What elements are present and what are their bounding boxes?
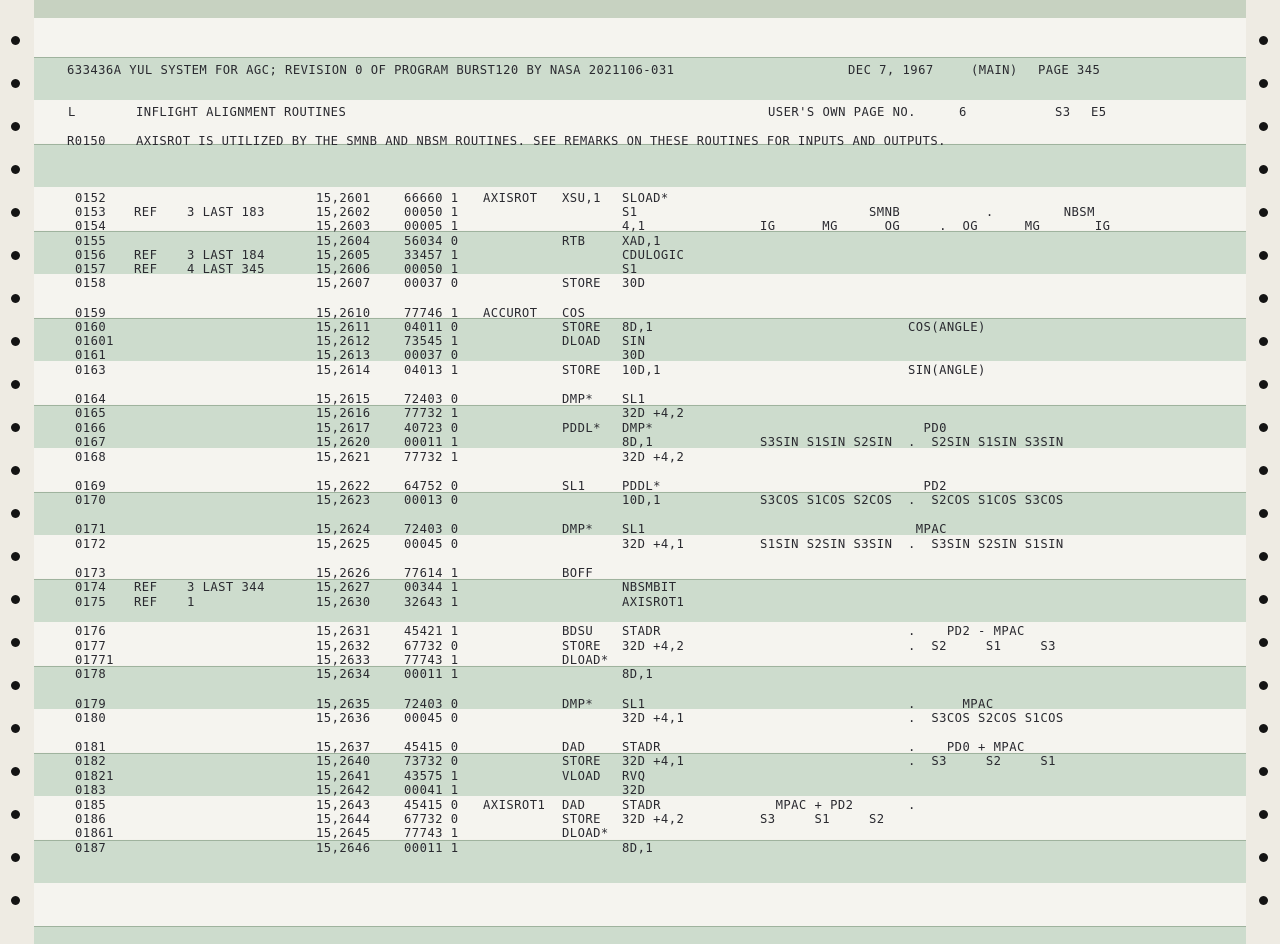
remark-id: R0150	[67, 134, 106, 148]
row-operand: SL1	[622, 522, 646, 536]
row-addr: 15,2634	[316, 667, 371, 681]
user-page-label: USER'S OWN PAGE NO.	[768, 105, 916, 119]
row-addr: 15,2632	[316, 639, 371, 653]
row-operand: 32D +4,1	[622, 711, 685, 725]
row-operand: PDDL*	[622, 479, 661, 493]
feed-hole	[11, 509, 20, 518]
row-label: ACCUROT	[483, 306, 538, 320]
row-addr: 15,2620	[316, 435, 371, 449]
paper-top-band	[34, 0, 1246, 18]
feed-hole	[1259, 36, 1268, 45]
row-operand: 32D +4,1	[622, 537, 685, 551]
row-op: XSU,1	[562, 191, 601, 205]
row-word: 00041 1	[404, 783, 459, 797]
row-operand: 8D,1	[622, 841, 654, 855]
row-comment: IG MG OG . OG MG IG	[760, 219, 1111, 233]
row-addr: 15,2646	[316, 841, 371, 855]
paper-band	[34, 144, 1246, 189]
row-word: 73545 1	[404, 334, 459, 348]
row-word: 67732 0	[404, 639, 459, 653]
row-addr: 15,2637	[316, 740, 371, 754]
paper-band	[34, 18, 1246, 61]
row-op: VLOAD	[562, 769, 601, 783]
row-addr: 15,2645	[316, 826, 371, 840]
row-word: 77743 1	[404, 653, 459, 667]
header-flag: L	[68, 105, 76, 119]
row-word: 00013 0	[404, 493, 459, 507]
row-op: STORE	[562, 639, 601, 653]
row-ref: REF	[134, 595, 158, 609]
row-addr: 15,2623	[316, 493, 371, 507]
row-word: 40723 0	[404, 421, 459, 435]
row-word: 64752 0	[404, 479, 459, 493]
row-seq: 01861	[75, 826, 114, 840]
row-addr: 15,2633	[316, 653, 371, 667]
feed-hole	[11, 552, 20, 561]
row-seq: 0154	[75, 219, 107, 233]
row-operand: 32D +4,1	[622, 754, 685, 768]
page-title: INFLIGHT ALIGNMENT ROUTINES	[136, 105, 347, 119]
row-operand: STADR	[622, 798, 661, 812]
row-addr: 15,2642	[316, 783, 371, 797]
row-operand: 32D	[622, 783, 646, 797]
row-seq: 0165	[75, 406, 107, 420]
row-word: 73732 0	[404, 754, 459, 768]
feed-hole	[1259, 681, 1268, 690]
row-operand: S1	[622, 205, 638, 219]
row-word: 00050 1	[404, 262, 459, 276]
row-addr: 15,2613	[316, 348, 371, 362]
row-addr: 15,2635	[316, 697, 371, 711]
feed-hole	[11, 208, 20, 217]
row-comment: S3SIN S1SIN S2SIN . S2SIN S1SIN S3SIN	[760, 435, 1064, 449]
feed-hole	[11, 165, 20, 174]
row-word: 45415 0	[404, 798, 459, 812]
row-seq: 0170	[75, 493, 107, 507]
row-rc: 1	[187, 595, 195, 609]
row-seq: 01821	[75, 769, 114, 783]
row-word: 72403 0	[404, 697, 459, 711]
row-addr: 15,2615	[316, 392, 371, 406]
row-seq: 0152	[75, 191, 107, 205]
row-comment: . S2 S1 S3	[760, 639, 1056, 653]
feed-hole	[11, 595, 20, 604]
feed-hole	[1259, 251, 1268, 260]
row-seq: 0173	[75, 566, 107, 580]
row-operand: 30D	[622, 348, 646, 362]
feed-hole	[1259, 337, 1268, 346]
row-ref: REF	[134, 580, 158, 594]
row-addr: 15,2602	[316, 205, 371, 219]
row-word: 77614 1	[404, 566, 459, 580]
feed-hole	[1259, 896, 1268, 905]
row-operand: AXISROT1	[622, 595, 685, 609]
paper-band	[34, 926, 1246, 944]
row-op: BOFF	[562, 566, 594, 580]
row-word: 00011 1	[404, 435, 459, 449]
row-operand: 32D +4,2	[622, 450, 685, 464]
row-label: AXISROT	[483, 191, 538, 205]
row-seq: 0166	[75, 421, 107, 435]
right-tractor-strip	[1246, 0, 1280, 944]
remark-text: AXISROT IS UTILIZED BY THE SMNB AND NBSM ROUTINES. SEE REMARKS ON THESE ROUTINES FOR INPUTS AND OUTPUTS.	[136, 134, 946, 148]
row-addr: 15,2612	[316, 334, 371, 348]
row-word: 77746 1	[404, 306, 459, 320]
row-operand: STADR	[622, 624, 661, 638]
row-word: 77732 1	[404, 450, 459, 464]
feed-hole	[1259, 853, 1268, 862]
row-operand: 8D,1	[622, 667, 654, 681]
feed-hole	[1259, 638, 1268, 647]
row-addr: 15,2631	[316, 624, 371, 638]
row-seq: 0163	[75, 363, 107, 377]
feed-hole	[11, 423, 20, 432]
row-seq: 0171	[75, 522, 107, 536]
row-operand: 32D +4,2	[622, 639, 685, 653]
feed-hole	[1259, 79, 1268, 88]
row-seq: 0155	[75, 234, 107, 248]
row-seq: 0160	[75, 320, 107, 334]
feed-hole	[1259, 122, 1268, 131]
feed-hole	[11, 122, 20, 131]
row-seq: 0174	[75, 580, 107, 594]
row-seq: 0183	[75, 783, 107, 797]
row-word: 00011 1	[404, 667, 459, 681]
row-seq: 0177	[75, 639, 107, 653]
row-word: 67732 0	[404, 812, 459, 826]
header-page: PAGE 345	[1038, 63, 1101, 77]
row-comment: MPAC + PD2 .	[760, 798, 916, 812]
row-comment: MPAC	[760, 522, 947, 536]
row-addr: 15,2636	[316, 711, 371, 725]
row-word: 72403 0	[404, 522, 459, 536]
feed-hole	[11, 724, 20, 733]
feed-hole	[1259, 423, 1268, 432]
feed-hole	[11, 810, 20, 819]
row-operand: XAD,1	[622, 234, 661, 248]
row-operand: CDULOGIC	[622, 248, 685, 262]
row-ref: REF	[134, 248, 158, 262]
row-addr: 15,2641	[316, 769, 371, 783]
row-addr: 15,2606	[316, 262, 371, 276]
row-addr: 15,2611	[316, 320, 371, 334]
row-op: DAD	[562, 798, 586, 812]
feed-hole	[11, 896, 20, 905]
row-seq: 0157	[75, 262, 107, 276]
feed-hole	[1259, 380, 1268, 389]
feed-hole	[1259, 509, 1268, 518]
row-word: 04013 1	[404, 363, 459, 377]
feed-hole	[11, 853, 20, 862]
row-word: 00005 1	[404, 219, 459, 233]
row-operand: 8D,1	[622, 320, 654, 334]
row-addr: 15,2630	[316, 595, 371, 609]
row-ref: REF	[134, 262, 158, 276]
row-word: 56034 0	[404, 234, 459, 248]
row-operand: 8D,1	[622, 435, 654, 449]
row-seq: 0180	[75, 711, 107, 725]
row-comment: S1SIN S2SIN S3SIN . S3SIN S2SIN S1SIN	[760, 537, 1064, 551]
feed-hole	[11, 681, 20, 690]
user-page-number: 6	[959, 105, 967, 119]
row-seq: 0176	[75, 624, 107, 638]
header-date: DEC 7, 1967	[848, 63, 934, 77]
feed-hole	[11, 79, 20, 88]
row-op: DMP*	[562, 522, 594, 536]
left-tractor-strip	[0, 0, 34, 944]
row-addr: 15,2627	[316, 580, 371, 594]
row-addr: 15,2622	[316, 479, 371, 493]
row-addr: 15,2624	[316, 522, 371, 536]
row-addr: 15,2610	[316, 306, 371, 320]
row-seq: 0158	[75, 276, 107, 290]
header-line: 633436A YUL SYSTEM FOR AGC; REVISION 0 OF PROGRAM BURST120 BY NASA 2021106-031	[67, 63, 675, 77]
row-operand: STADR	[622, 740, 661, 754]
row-addr: 15,2603	[316, 219, 371, 233]
row-seq: 0153	[75, 205, 107, 219]
row-comment: SMNB . NBSM	[760, 205, 1095, 219]
row-comment: SIN(ANGLE)	[760, 363, 986, 377]
row-label: AXISROT1	[483, 798, 546, 812]
row-operand: 10D,1	[622, 493, 661, 507]
row-ref: REF	[134, 205, 158, 219]
row-addr: 15,2626	[316, 566, 371, 580]
row-op: DLOAD*	[562, 826, 609, 840]
row-comment: PD2	[760, 479, 947, 493]
row-op: DLOAD	[562, 334, 601, 348]
feed-hole	[11, 36, 20, 45]
header-e5: E5	[1091, 105, 1107, 119]
row-seq: 0161	[75, 348, 107, 362]
feed-hole	[11, 294, 20, 303]
feed-hole	[1259, 466, 1268, 475]
row-seq: 0169	[75, 479, 107, 493]
feed-hole	[11, 337, 20, 346]
row-comment: . PD2 - MPAC	[760, 624, 1025, 638]
row-word: 77743 1	[404, 826, 459, 840]
row-comment: COS(ANGLE)	[760, 320, 986, 334]
row-seq: 0159	[75, 306, 107, 320]
row-addr: 15,2644	[316, 812, 371, 826]
row-rc: 4 LAST 345	[187, 262, 265, 276]
row-addr: 15,2617	[316, 421, 371, 435]
row-rc: 3 LAST 183	[187, 205, 265, 219]
row-word: 00045 0	[404, 711, 459, 725]
row-operand: SLOAD*	[622, 191, 669, 205]
row-word: 45415 0	[404, 740, 459, 754]
paper-band	[34, 883, 1246, 926]
row-operand: 30D	[622, 276, 646, 290]
feed-hole	[11, 380, 20, 389]
row-seq: 0175	[75, 595, 107, 609]
row-word: 00344 1	[404, 580, 459, 594]
row-op: DMP*	[562, 392, 594, 406]
row-comment: . MPAC	[760, 697, 994, 711]
row-comment: . PD0 + MPAC	[760, 740, 1025, 754]
row-op: BDSU	[562, 624, 594, 638]
row-addr: 15,2604	[316, 234, 371, 248]
row-comment: . S3 S2 S1	[760, 754, 1056, 768]
header-s3: S3	[1055, 105, 1071, 119]
row-op: STORE	[562, 363, 601, 377]
row-operand: 4,1	[622, 219, 646, 233]
row-operand: NBSMBIT	[622, 580, 677, 594]
row-operand: DMP*	[622, 421, 654, 435]
feed-hole	[1259, 294, 1268, 303]
row-op: DAD	[562, 740, 586, 754]
row-word: 00037 0	[404, 276, 459, 290]
row-op: PDDL*	[562, 421, 601, 435]
row-operand: 10D,1	[622, 363, 661, 377]
row-seq: 0172	[75, 537, 107, 551]
row-comment: . S3COS S2COS S1COS	[760, 711, 1064, 725]
row-operand: SIN	[622, 334, 646, 348]
feed-hole	[11, 767, 20, 776]
row-seq: 0168	[75, 450, 107, 464]
row-op: RTB	[562, 234, 586, 248]
row-operand: SL1	[622, 697, 646, 711]
row-addr: 15,2621	[316, 450, 371, 464]
row-word: 04011 0	[404, 320, 459, 334]
feed-hole	[11, 638, 20, 647]
row-rc: 3 LAST 184	[187, 248, 265, 262]
feed-hole	[1259, 552, 1268, 561]
row-word: 72403 0	[404, 392, 459, 406]
row-op: COS	[562, 306, 586, 320]
row-operand: S1	[622, 262, 638, 276]
row-addr: 15,2643	[316, 798, 371, 812]
row-addr: 15,2607	[316, 276, 371, 290]
row-comment: S3COS S1COS S2COS . S2COS S1COS S3COS	[760, 493, 1064, 507]
row-addr: 15,2614	[316, 363, 371, 377]
row-seq: 0178	[75, 667, 107, 681]
row-operand: 32D +4,2	[622, 812, 685, 826]
row-op: DMP*	[562, 697, 594, 711]
row-operand: RVQ	[622, 769, 646, 783]
row-word: 66660 1	[404, 191, 459, 205]
feed-hole	[11, 466, 20, 475]
row-addr: 15,2616	[316, 406, 371, 420]
row-comment: PD0	[760, 421, 947, 435]
row-addr: 15,2601	[316, 191, 371, 205]
header-section: (MAIN)	[971, 63, 1018, 77]
feed-hole	[1259, 724, 1268, 733]
feed-hole	[1259, 767, 1268, 776]
feed-hole	[1259, 165, 1268, 174]
row-seq: 0185	[75, 798, 107, 812]
row-seq: 0186	[75, 812, 107, 826]
row-word: 43575 1	[404, 769, 459, 783]
row-seq: 0179	[75, 697, 107, 711]
row-addr: 15,2625	[316, 537, 371, 551]
feed-hole	[1259, 208, 1268, 217]
row-word: 33457 1	[404, 248, 459, 262]
row-comment: S3 S1 S2	[760, 812, 885, 826]
row-op: STORE	[562, 754, 601, 768]
row-operand: 32D +4,2	[622, 406, 685, 420]
row-word: 00011 1	[404, 841, 459, 855]
row-op: STORE	[562, 276, 601, 290]
row-rc: 3 LAST 344	[187, 580, 265, 594]
row-operand: SL1	[622, 392, 646, 406]
row-word: 77732 1	[404, 406, 459, 420]
row-addr: 15,2640	[316, 754, 371, 768]
row-op: SL1	[562, 479, 586, 493]
row-seq: 0181	[75, 740, 107, 754]
row-seq: 0182	[75, 754, 107, 768]
feed-hole	[1259, 810, 1268, 819]
row-word: 45421 1	[404, 624, 459, 638]
row-seq: 0164	[75, 392, 107, 406]
row-word: 32643 1	[404, 595, 459, 609]
row-op: DLOAD*	[562, 653, 609, 667]
row-op: STORE	[562, 320, 601, 334]
row-op: STORE	[562, 812, 601, 826]
row-seq: 0187	[75, 841, 107, 855]
row-seq: 0156	[75, 248, 107, 262]
row-seq: 01601	[75, 334, 114, 348]
feed-hole	[11, 251, 20, 260]
feed-hole	[1259, 595, 1268, 604]
row-addr: 15,2605	[316, 248, 371, 262]
row-seq: 01771	[75, 653, 114, 667]
row-word: 00045 0	[404, 537, 459, 551]
row-word: 00050 1	[404, 205, 459, 219]
row-seq: 0167	[75, 435, 107, 449]
row-word: 00037 0	[404, 348, 459, 362]
